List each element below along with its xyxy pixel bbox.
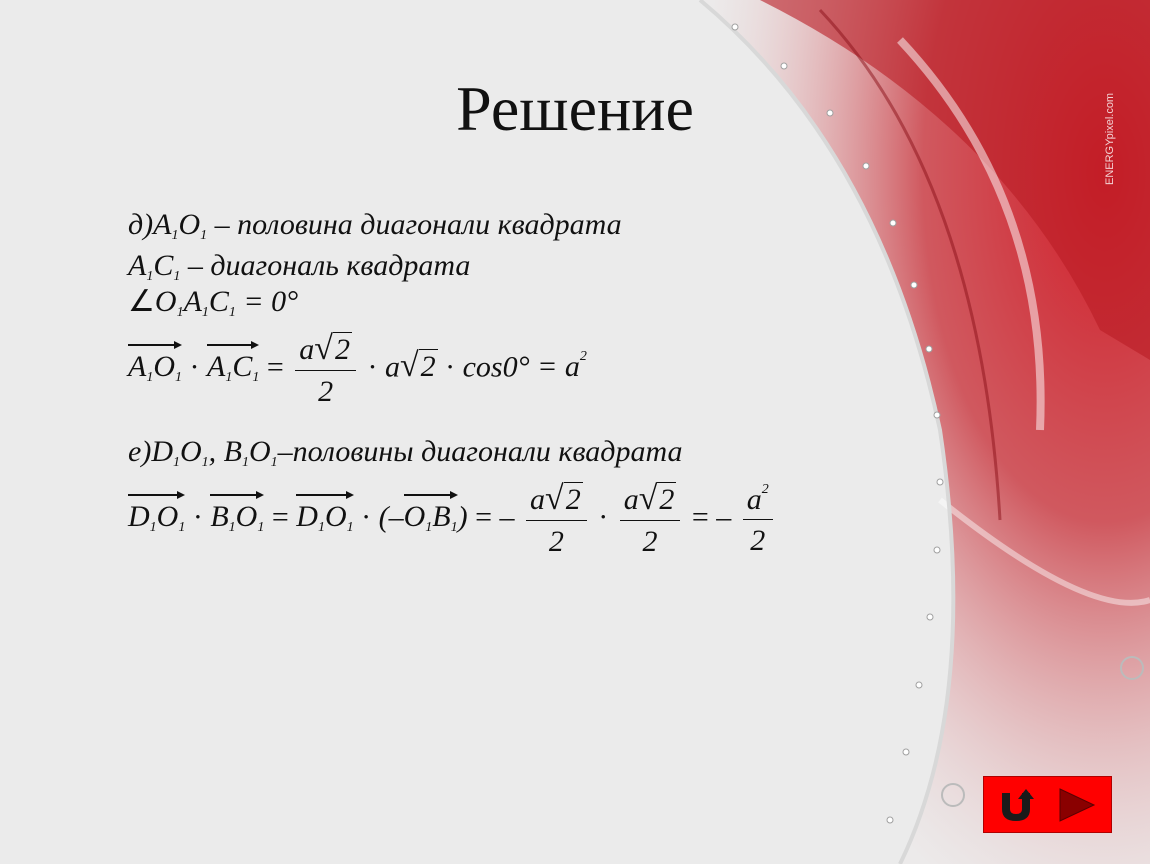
fraction-a-squared-over-2: $\frac{a^2}{2}$ <box>743 483 773 556</box>
letter-a-small: a <box>384 350 400 384</box>
dot-operator: · <box>361 500 372 534</box>
angle-icon: ∠ <box>128 285 155 318</box>
letter-c: C <box>153 249 174 282</box>
letter-b: B <box>223 435 242 468</box>
letter-o: O <box>178 208 201 241</box>
vector-a1c1: $A_1C_1$ <box>207 350 260 386</box>
letter-o: O <box>248 435 271 468</box>
part-e-line-1 <box>128 437 682 470</box>
part-d-label: д) <box>128 208 154 241</box>
u-turn-return-icon <box>996 785 1036 825</box>
letter-c: C <box>208 285 229 318</box>
subscript: 1 <box>173 269 181 284</box>
part-d-line-3 <box>128 287 298 320</box>
subscript: 1 <box>176 305 184 320</box>
equals-minus: = – <box>691 500 732 534</box>
dot-operator: · <box>367 350 378 384</box>
subscript: 1 <box>270 455 278 470</box>
part-d-line-1-text: – половина диагонали квадрата <box>214 208 622 241</box>
return-button[interactable] <box>996 785 1036 825</box>
equals-sign: = <box>266 350 284 384</box>
cosine-term: cos0° <box>462 350 530 384</box>
part-d-line-1 <box>128 210 622 243</box>
play-triangle-icon <box>1056 785 1096 825</box>
subscript: 1 <box>200 228 208 243</box>
subscript: 1 <box>171 228 179 243</box>
watermark-text: ENERGYpixel.com <box>1104 92 1116 185</box>
fraction-a-root2-over-2: $\frac{a√2}{2}$ <box>295 332 356 407</box>
angle-value: = 0° <box>243 285 299 318</box>
vector-d1o1: $D_1O_1$ <box>128 500 186 536</box>
navigation-bar <box>983 776 1112 833</box>
vector-a1o1: $A_1O_1$ <box>128 350 182 386</box>
comma: , <box>208 435 224 468</box>
vector-b1o1: $B_1O_1$ <box>210 500 265 536</box>
part-d-line-4 <box>128 332 587 407</box>
subscript: 1 <box>201 455 209 470</box>
part-d-line-2 <box>128 251 470 284</box>
sqrt-icon: √ <box>638 480 658 517</box>
close-paren: ) <box>457 500 468 534</box>
equals-minus: = – <box>475 500 515 534</box>
subscript: 1 <box>201 305 209 320</box>
part-e-line-1-text: –половины диагонали квадрата <box>277 435 683 468</box>
fraction-a-root2-over-2-second: $\frac{a√2}{2}$ <box>620 482 681 557</box>
next-slide-button[interactable] <box>1056 785 1096 825</box>
open-paren: (– <box>378 500 404 534</box>
equals-sign: = <box>271 500 289 534</box>
sqrt-2: √2 <box>399 347 436 385</box>
subscript: 1 <box>241 455 249 470</box>
vector-o1b1: $O_1B_1$ <box>403 500 458 536</box>
letter-a: A <box>153 208 172 241</box>
fraction-a-root2-over-2-first: $\frac{a√2}{2}$ <box>526 482 587 557</box>
subscript: 1 <box>228 305 236 320</box>
letter-a: A <box>128 249 147 282</box>
sqrt-icon: √ <box>399 347 419 385</box>
letter-d: D <box>151 435 173 468</box>
part-e-label: е) <box>128 435 152 468</box>
letter-o: O <box>154 285 177 318</box>
letter-o: O <box>179 435 202 468</box>
part-d-line-2-text: – диагональ квадрата <box>187 249 471 282</box>
letter-a: A <box>183 285 202 318</box>
subscript: 1 <box>146 269 154 284</box>
dot-operator: · <box>445 350 456 384</box>
slide-title: Решение <box>456 73 694 144</box>
subscript: 1 <box>172 455 180 470</box>
part-e-line-2 <box>128 482 777 557</box>
dot-operator: · <box>189 350 200 384</box>
sqrt-icon: √ <box>545 480 564 517</box>
sqrt-icon: √ <box>314 330 333 367</box>
result-a-squared: = $a^2$ <box>537 349 587 384</box>
dot-operator: · <box>598 500 609 534</box>
vector-d1o1-repeat: $D_1O_1$ <box>296 500 354 536</box>
dot-operator: · <box>192 500 203 534</box>
